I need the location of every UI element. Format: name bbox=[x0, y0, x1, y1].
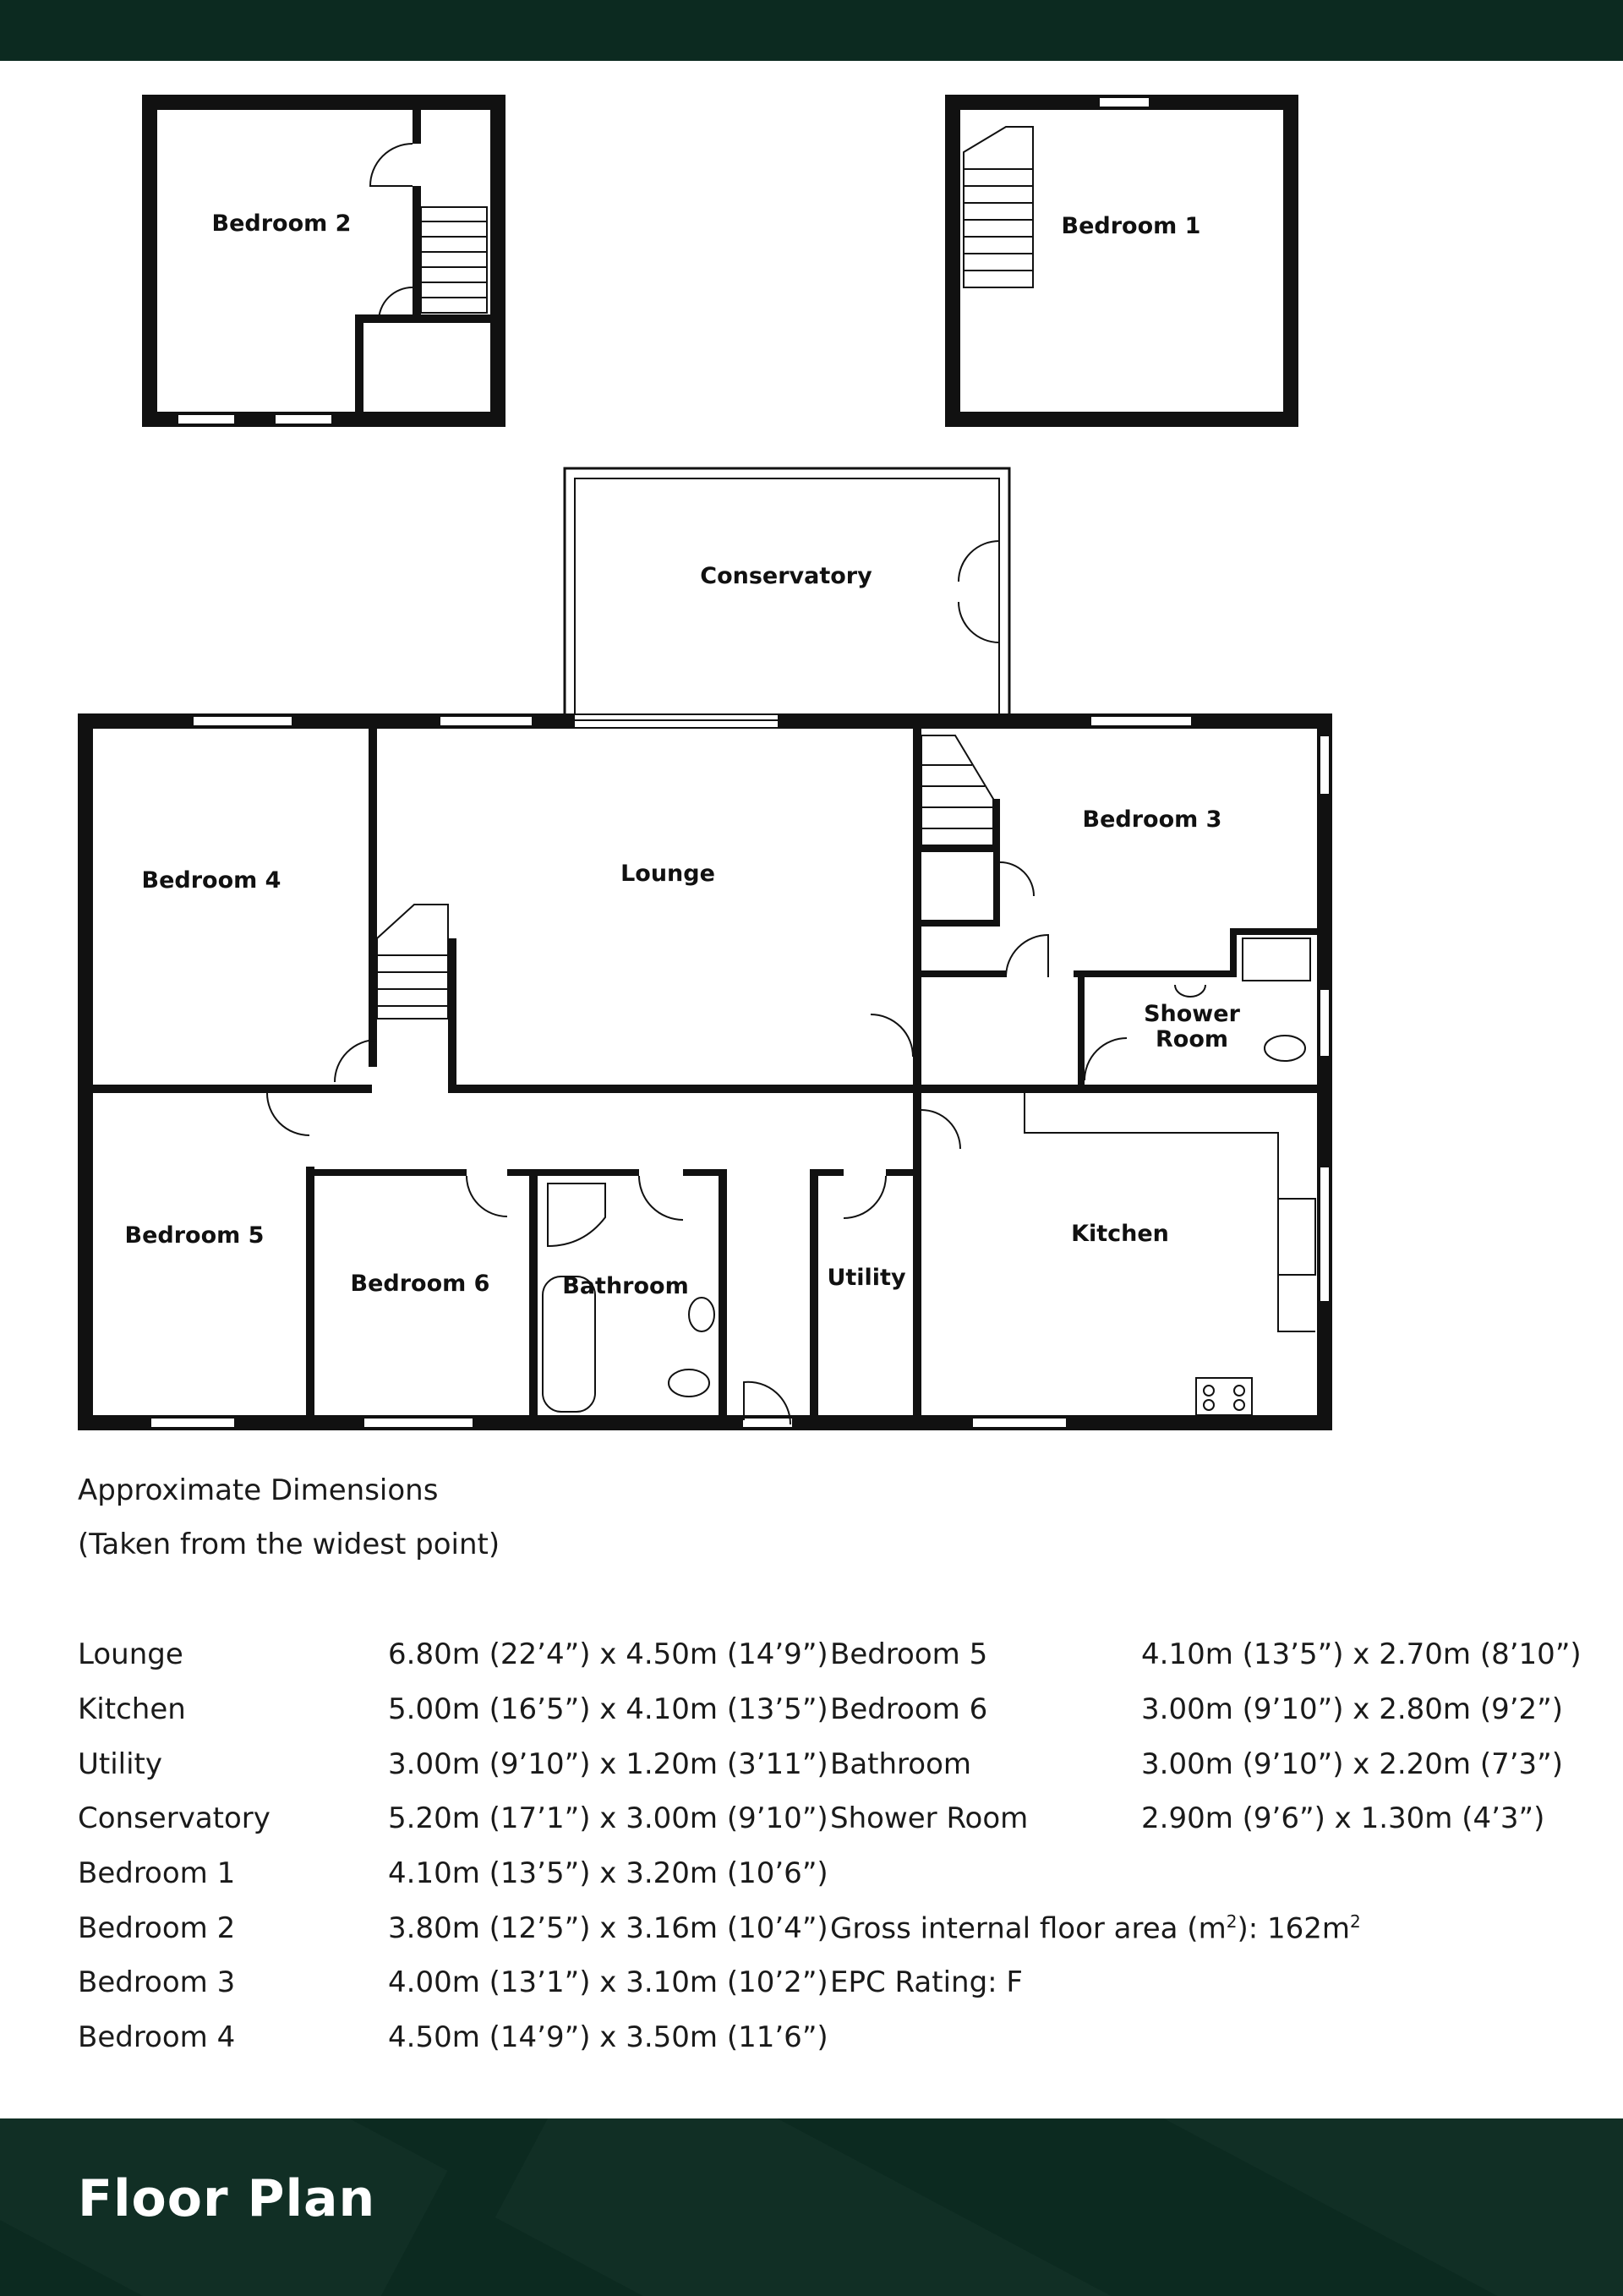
dim-room-size: 5.20m (17’1”) x 3.00m (9’10”) bbox=[388, 1801, 828, 1835]
dim-room-name: Bathroom bbox=[830, 1747, 971, 1781]
footer-title: Floor Plan bbox=[78, 2169, 376, 2228]
dim-room-name: Bedroom 5 bbox=[830, 1637, 988, 1671]
dim-room-name: Bedroom 4 bbox=[78, 2020, 236, 2054]
room-label-bedroom4: Bedroom 4 bbox=[141, 867, 281, 894]
room-label-utility: Utility bbox=[827, 1265, 906, 1291]
dim-room-name: Bedroom 2 bbox=[78, 1911, 236, 1945]
dim-room-name: Bedroom 6 bbox=[830, 1692, 988, 1726]
dim-room-size: 2.90m (9’6”) x 1.30m (4’3”) bbox=[1141, 1801, 1545, 1835]
conservatory bbox=[565, 468, 1009, 722]
room-label-kitchen: Kitchen bbox=[1071, 1221, 1169, 1247]
epc-rating: EPC Rating: F bbox=[830, 1965, 1023, 1999]
dim-room-size: 5.00m (16’5”) x 4.10m (13’5”) bbox=[388, 1692, 828, 1726]
room-label-conservatory: Conservatory bbox=[700, 563, 872, 589]
room-label-bedroom2-upper: Bedroom 2 bbox=[211, 210, 352, 237]
dim-room-size: 3.00m (9’10”) x 1.20m (3’11”) bbox=[388, 1747, 828, 1781]
dim-room-name: Lounge bbox=[78, 1637, 183, 1671]
dim-room-size: 3.00m (9’10”) x 2.80m (9’2”) bbox=[1141, 1692, 1564, 1726]
room-label-lounge: Lounge bbox=[620, 861, 715, 887]
upper-floor-right bbox=[945, 95, 1298, 427]
dim-room-name: Conservatory bbox=[78, 1801, 270, 1835]
dim-room-size: 3.80m (12’5”) x 3.16m (10’4”) bbox=[388, 1911, 828, 1945]
dim-room-size: 4.10m (13’5”) x 2.70m (8’10”) bbox=[1141, 1637, 1582, 1671]
room-label-bedroom1-upper: Bedroom 1 bbox=[1061, 213, 1201, 239]
dim-room-name: Bedroom 1 bbox=[78, 1856, 236, 1890]
dim-room-size: 6.80m (22’4”) x 4.50m (14’9”) bbox=[388, 1637, 828, 1671]
dim-room-size: 4.50m (14’9”) x 3.50m (11’6”) bbox=[388, 2020, 828, 2054]
dimensions-subheading: (Taken from the widest point) bbox=[78, 1528, 500, 1561]
room-label-bathroom: Bathroom bbox=[562, 1273, 689, 1299]
upper-floor-left bbox=[142, 95, 505, 427]
gross-area: Gross internal floor area $(m^2)$: $162m^2$ bbox=[830, 1911, 1361, 1946]
dim-room-name: Utility bbox=[78, 1747, 163, 1781]
dim-room-name: Shower Room bbox=[830, 1801, 1029, 1835]
room-label-bedroom3: Bedroom 3 bbox=[1082, 806, 1222, 833]
room-label-bedroom5: Bedroom 5 bbox=[124, 1222, 265, 1249]
dimensions-heading: Approximate Dimensions bbox=[78, 1473, 439, 1507]
dim-room-size: 4.00m (13’1”) x 3.10m (10’2”) bbox=[388, 1965, 828, 1999]
room-label-shower-line2: Room bbox=[1155, 1026, 1229, 1052]
dim-room-size: 3.00m (9’10”) x 2.20m (7’3”) bbox=[1141, 1747, 1564, 1781]
room-label-shower-line1: Shower bbox=[1144, 1001, 1240, 1027]
room-label-bedroom6: Bedroom 6 bbox=[350, 1271, 490, 1297]
dim-room-size: 4.10m (13’5”) x 3.20m (10’6”) bbox=[388, 1856, 828, 1890]
dim-room-name: Kitchen bbox=[78, 1692, 186, 1726]
dim-room-name: Bedroom 3 bbox=[78, 1965, 236, 1999]
ground-floor bbox=[78, 713, 1332, 1430]
